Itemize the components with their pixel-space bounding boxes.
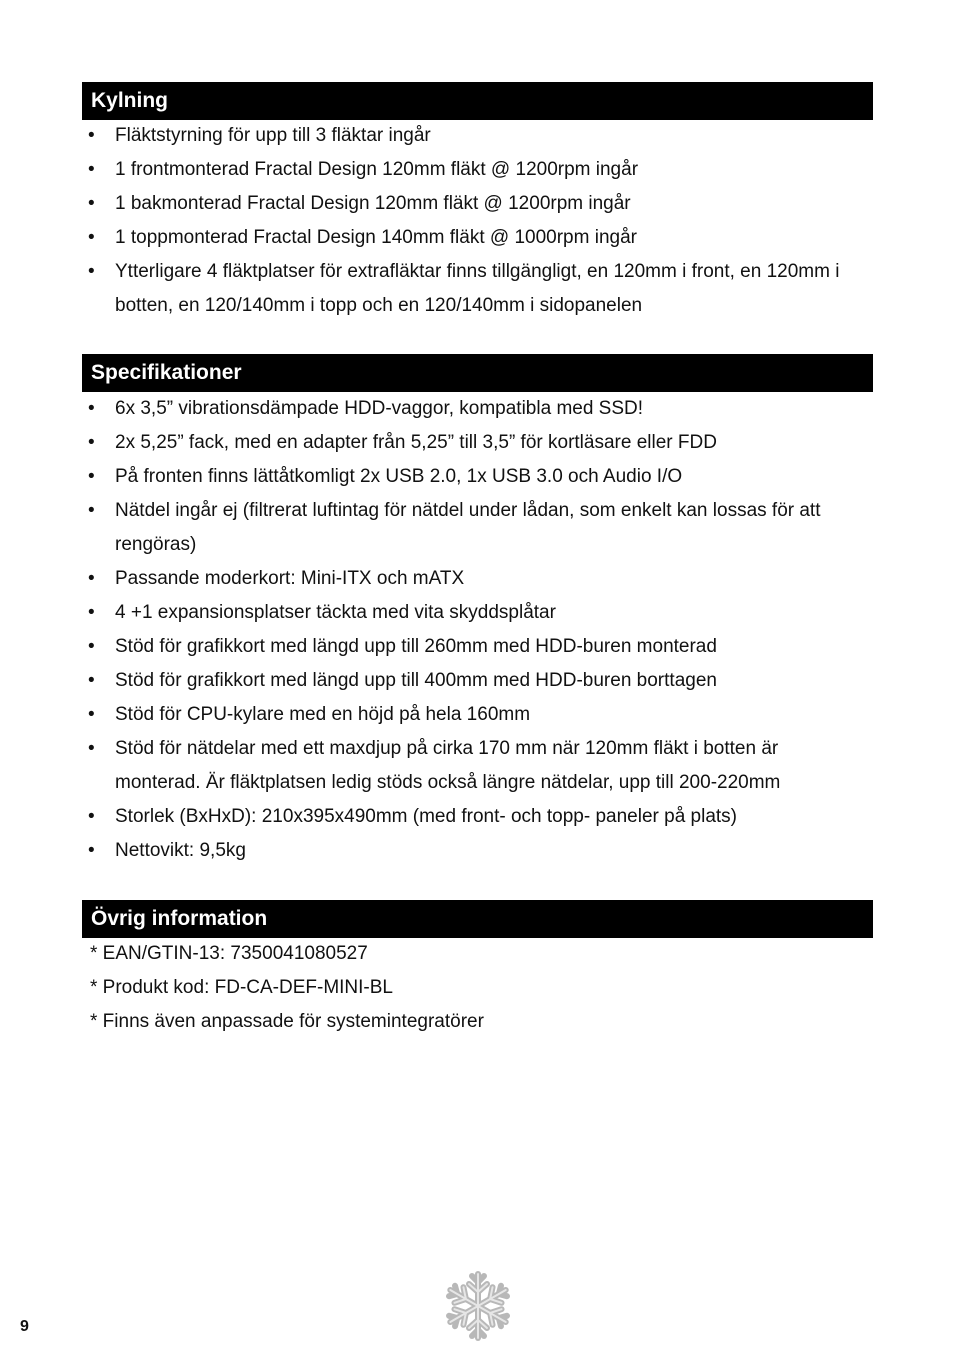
section-header-ovrig-information: Övrig information xyxy=(82,900,873,938)
bullet: • xyxy=(88,227,95,248)
bullet: • xyxy=(88,261,95,282)
bullet: • xyxy=(88,738,95,759)
list-item: • 6x 3,5” vibrationsdämpade HDD-vaggor, kompatibla med SSD! xyxy=(88,392,848,426)
list-item: • 4 +1 expansionsplatser täckta med vita skyddsplåtar xyxy=(88,596,848,630)
section-header-kylning: Kylning xyxy=(82,82,873,120)
list-item: • På fronten finns lättåtkomligt 2x USB 2.0, 1x USB 3.0 och Audio I/O xyxy=(88,460,848,494)
bullet: • xyxy=(88,806,95,827)
bullet: • xyxy=(88,670,95,691)
kylning-list xyxy=(88,119,848,323)
bullet: • xyxy=(88,193,95,214)
specifikationer-list xyxy=(88,392,848,868)
bullet: • xyxy=(88,125,95,146)
bullet: • xyxy=(88,466,95,487)
snowflake-icon xyxy=(444,1270,512,1342)
ovrig-information-list xyxy=(90,937,850,1039)
list-item: • 1 frontmonterad Fractal Design 120mm fläkt @ 1200rpm ingår xyxy=(88,153,848,187)
list-item: * Finns även anpassade för systemintegratörer xyxy=(90,1011,484,1032)
list-item: * EAN/GTIN-13: 7350041080527 xyxy=(90,943,368,964)
list-item: • Stöd för grafikkort med längd upp till 260mm med HDD-buren monterad xyxy=(88,630,848,664)
bullet: • xyxy=(88,568,95,589)
page-number: 9 xyxy=(20,1318,29,1335)
bullet: • xyxy=(88,704,95,725)
bullet: • xyxy=(88,398,95,419)
bullet: • xyxy=(88,840,95,861)
list-item: • 2x 5,25” fack, med en adapter från 5,25” till 3,5” för kortläsare eller FDD xyxy=(88,426,848,460)
list-item: • Nätdel ingår ej (filtrerat luftintag för nätdel under lådan, som enkelt kan lossas för att rengöras) xyxy=(88,494,848,562)
list-item: * Produkt kod: FD-CA-DEF-MINI-BL xyxy=(90,977,393,998)
list-item: • Stöd för CPU-kylare med en höjd på hela 160mm xyxy=(88,698,848,732)
list-item: • Passande moderkort: Mini-ITX och mATX xyxy=(88,562,848,596)
list-item: • Nettovikt: 9,5kg xyxy=(88,834,848,868)
bullet: • xyxy=(88,159,95,180)
bullet: • xyxy=(88,636,95,657)
list-item: • 1 toppmonterad Fractal Design 140mm fläkt @ 1000rpm ingår xyxy=(88,221,848,255)
section-header-specifikationer: Specifikationer xyxy=(82,354,873,392)
bullet: • xyxy=(88,432,95,453)
list-item: • Fläktstyrning för upp till 3 fläktar ingår xyxy=(88,119,848,153)
list-item: • Ytterligare 4 fläktplatser för extrafläktar finns tillgängligt, en 120mm i front, en 120mm i botten, en 120/140mm i topp och en 120/140mm i sidopanelen xyxy=(88,255,848,323)
list-item: • Stöd för grafikkort med längd upp till 400mm med HDD-buren borttagen xyxy=(88,664,848,698)
bullet: • xyxy=(88,500,95,521)
list-item: • Storlek (BxHxD): 210x395x490mm (med front- och topp- paneler på plats) xyxy=(88,800,848,834)
list-item: • Stöd för nätdelar med ett maxdjup på cirka 170 mm när 120mm fläkt i botten är monterad. Är fläktplatsen ledig stöds också längre nätdelar, upp till 200-220mm xyxy=(88,732,865,800)
list-item: • 1 bakmonterad Fractal Design 120mm fläkt @ 1200rpm ingår xyxy=(88,187,848,221)
bullet: • xyxy=(88,602,95,623)
